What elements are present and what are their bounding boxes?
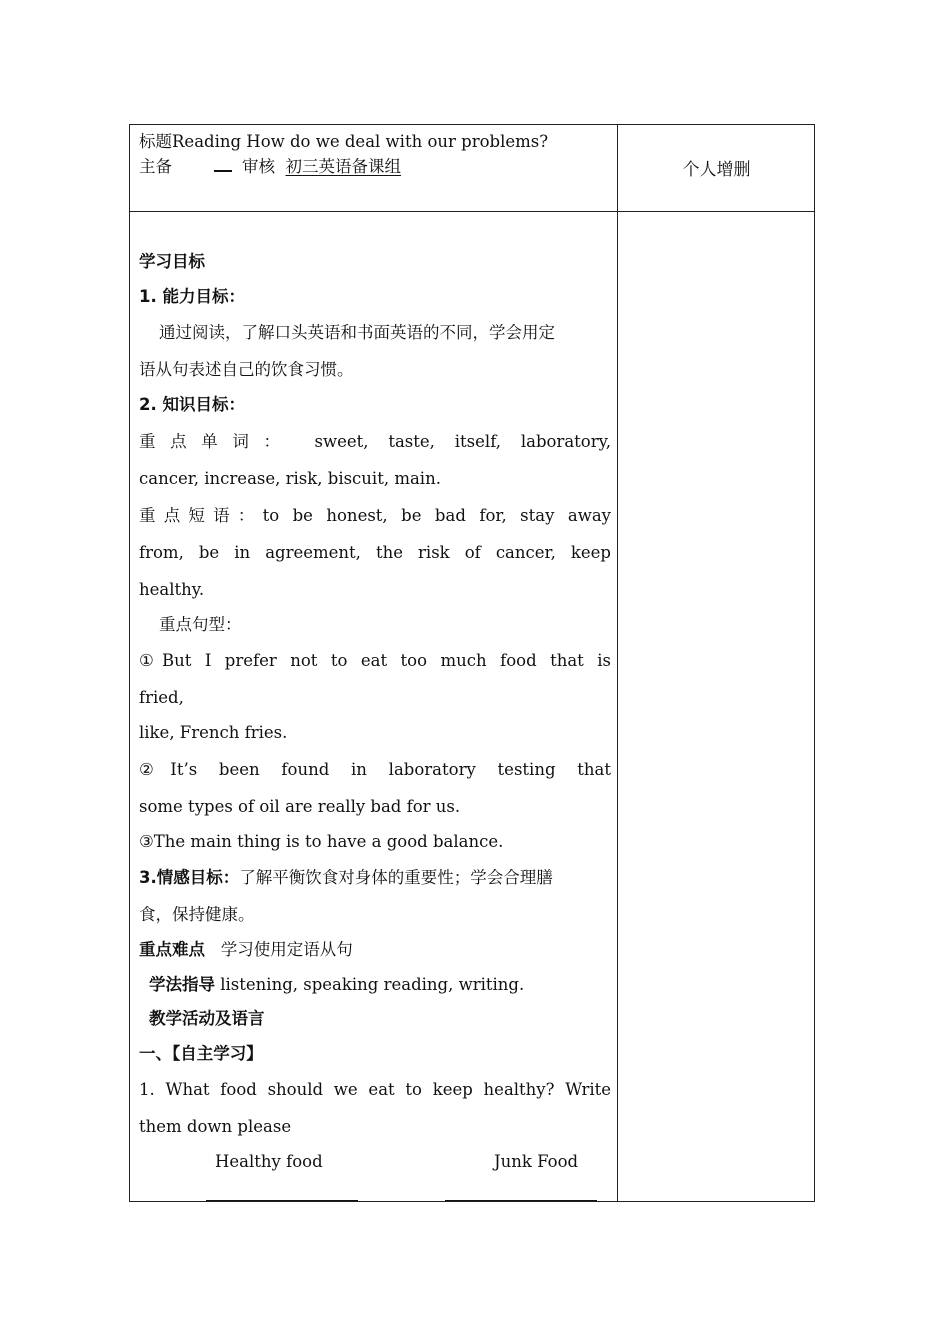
ability-text-2: 语从句表述自己的饮食习惯。 <box>139 360 354 379</box>
emotion-text-2: 食，保持健康。 <box>139 905 255 924</box>
healthy-food-answer-line <box>206 1200 358 1201</box>
sentence-2b: some types of oil are really bad for us. <box>139 796 461 816</box>
junk-food-answer-line <box>445 1200 597 1201</box>
self-study-label: 一、【自主学习】 <box>139 1043 263 1063</box>
header-info <box>139 129 609 179</box>
key-words-1: 重点单词： sweet, taste, itself, laboratory, <box>139 431 611 451</box>
lesson-plan-table <box>129 124 815 1202</box>
key-phrases-3: healthy. <box>139 579 205 599</box>
activities-label: 教学活动及语言 <box>149 1009 265 1028</box>
food-columns <box>139 1145 611 1180</box>
difficulty-label: 重点难点 <box>139 940 205 959</box>
sentences-title: 重点句型： <box>159 614 242 634</box>
ability-text-1: 通过阅读，了解口头英语和书面英语的不同，学会用定 <box>159 323 555 342</box>
review-label: 审核 <box>242 157 275 176</box>
sentence-1a: ①But I prefer not to eat too much food that is <box>139 651 611 670</box>
answer-lines <box>139 1180 611 1215</box>
question-1a: 1. What food should we eat to keep healthy? Write <box>139 1080 611 1099</box>
prepared-label: 主备 <box>139 157 172 176</box>
emotion-label: 3.情感目标： <box>139 868 240 887</box>
review-group: 初三英语备课组 <box>285 157 401 176</box>
method-text: listening, speaking reading, writing. <box>220 974 525 994</box>
junk-food-label: Junk Food <box>494 1152 579 1171</box>
sentence-1c: like, French fries. <box>139 723 288 742</box>
key-words-2: cancer, increase, risk, biscuit, main. <box>139 468 441 488</box>
goals-heading: 学习目标 <box>139 252 205 271</box>
title-line: 标题Reading How do we deal with our problems? <box>139 132 549 151</box>
lesson-content <box>139 245 611 1214</box>
emotion-text-1: 了解平衡饮食对身体的重要性；学会合理膳 <box>239 868 553 887</box>
sentence-3: ③The main thing is to have a good balance. <box>139 831 504 851</box>
key-phrases-1: 重点短语：to be honest, be bad for, stay away <box>139 505 611 525</box>
emotion-line-1 <box>139 859 611 896</box>
question-1b: them down please <box>139 1117 292 1136</box>
method-label: 学法指导 <box>149 974 215 994</box>
header-divider <box>130 211 814 212</box>
key-phrases-2: from, be in agreement, the risk of cancer, keep <box>139 542 611 562</box>
column-divider <box>617 125 618 1201</box>
difficulty-text: 学习使用定语从句 <box>220 940 353 959</box>
difficulty-line <box>139 933 611 968</box>
ability-title: 1. 能力目标： <box>139 286 245 306</box>
prepared-blank <box>214 156 232 172</box>
healthy-food-label: Healthy food <box>215 1152 323 1171</box>
notes-header: 个人增删 <box>682 160 751 180</box>
knowledge-title: 2. 知识目标： <box>139 395 245 414</box>
sentence-1b: fried, <box>139 688 184 707</box>
sentence-2a: ②It’s been found in laboratory testing that <box>139 759 611 779</box>
method-line <box>139 968 611 1003</box>
author-line <box>139 154 609 179</box>
